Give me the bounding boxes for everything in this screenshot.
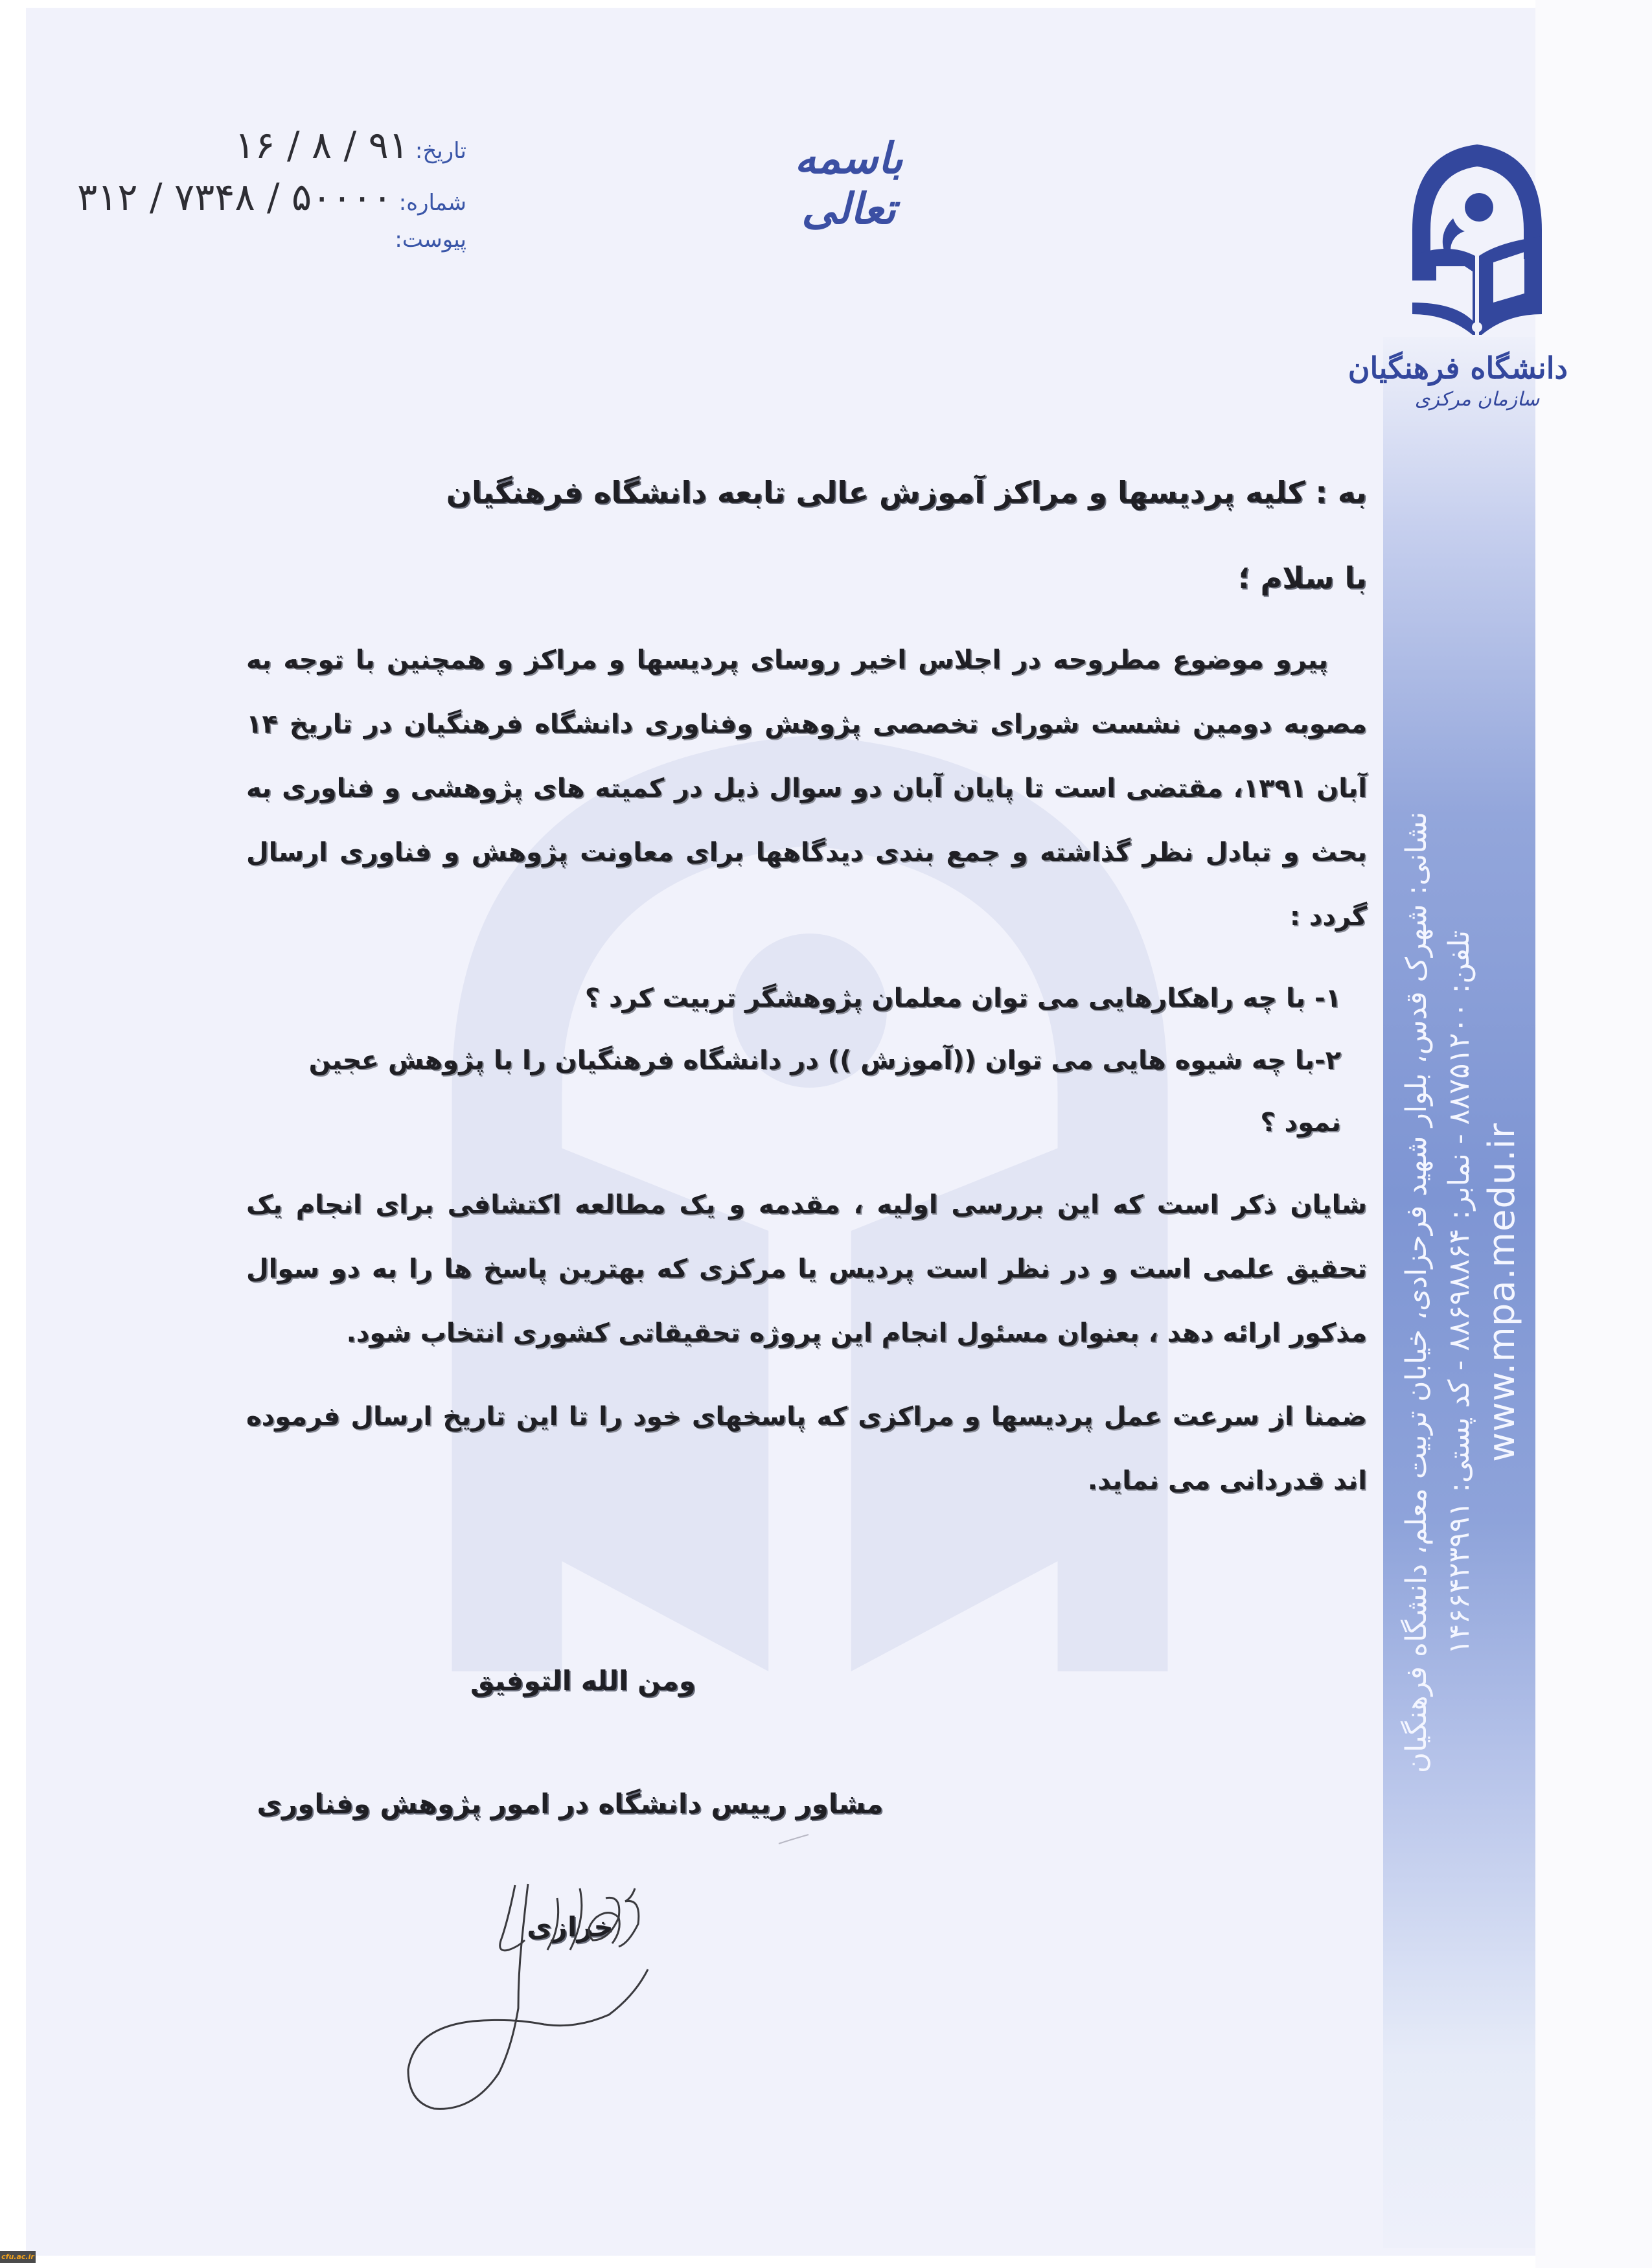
attachment-row (52, 227, 466, 279)
number-label: شماره: (398, 190, 466, 216)
invocation-heading: باسمه تعالی (794, 133, 903, 234)
attachment-label: پیوست: (395, 227, 466, 253)
paragraph-thanks: ضمنا از سرعت عمل پردیسها و مراکزی که پاسخهای خود را تا این تاریخ ارسال فرموده اند قدردانی می نماید. (246, 1402, 1367, 1496)
logo-org-name: دانشگاه فرهنگیان (1348, 350, 1568, 385)
logo-org-unit: سازمان مرکزی (1414, 388, 1540, 411)
signatory-title: مشاور رییس دانشگاه در امور پژوهش وفناوری (257, 1788, 884, 1820)
number-row (52, 175, 466, 227)
scan-artifact-icon (777, 1833, 810, 1846)
greeting-line: با سلام ؛ (1238, 560, 1367, 595)
scan-left-margin (0, 0, 26, 2268)
contact-info (1395, 612, 1524, 1973)
university-logo (1348, 133, 1568, 457)
date-value: ۹۱ / ۸ / ۱۶ (235, 123, 409, 167)
question-list (246, 967, 1367, 1154)
paragraph-intro: پیرو موضوع مطروحه در اجلاس اخیر روسای پردیسها و مراکز و همچنین با توجه به مصوبه دومین نشست شورای تخصصی پژوهش وفناوری دانشگاه فرهنگیان در تاریخ ۱۴ آبان ۱۳۹۱، مقتضی است تا پایان آبان دو سوال ذیل در کمیته های پژوهشی و فناوری به بحث و تبادل نظر گذاشته و جمع بندی دیدگاهها برای معاونت پژوهش و فناوری ارسال گردد : (246, 645, 1367, 932)
source-watermark-badge: cfu.ac.ir (0, 2251, 36, 2263)
letter-metadata (52, 123, 466, 279)
paragraph-note: شایان ذکر است که این بررسی اولیه ، مقدمه و یک مطالعه اکتشافی برای انجام یک تحقیق علمی است و در نظر است پردیس یا مرکزی که بهترین پاسخ ها را به دو سوال مذکور ارائه دهد ، بعنوان مسئول انجام این پروژه تحقیقاتی کشوری انتخاب شود. (246, 1190, 1367, 1348)
handwritten-signature-icon (363, 1879, 700, 2151)
question-item: ۲-با چه شیوه هایی می توان ((آموزش )) در دانشگاه فرهنگیان را با پژوهش عجین نمود ؟ (308, 1046, 1341, 1138)
question-item: ۱- با چه راهکارهایی می توان معلمان پژوهشگر تربیت کرد ؟ (584, 983, 1341, 1013)
university-emblem-icon (1403, 133, 1552, 347)
sidebar-contact: تلفن: ۸۸۷۵۱۲۰۰ - نمابر: ۸۸۶۹۸۸۶۴ - کد پستی: ۱۴۶۶۴۲۳۹۹۱ (1442, 930, 1476, 1655)
closing-blessing: ومن الله التوفیق (470, 1665, 696, 1697)
contact-sidebar (1383, 337, 1535, 2248)
date-row (52, 123, 466, 175)
sidebar-address: نشانی: شهرک قدس، بلوار شهید فرحزادی، خیابان تربیت معلم، دانشگاه فرهنگیان (1399, 811, 1433, 1774)
recipient-line: به : کلیه پردیسها و مراکز آموزش عالی تابعه دانشگاه فرهنگیان (446, 475, 1367, 510)
signatory-name: خرازی (527, 1911, 614, 1943)
number-value: ۵۰۰۰۰ / ۷۳۴۸ / ۳۱۲ (77, 175, 393, 219)
date-label: تاریخ: (415, 138, 466, 164)
letter-body (246, 466, 1367, 1513)
sidebar-website[interactable]: www.mpa.medu.ir (1480, 1123, 1523, 1462)
